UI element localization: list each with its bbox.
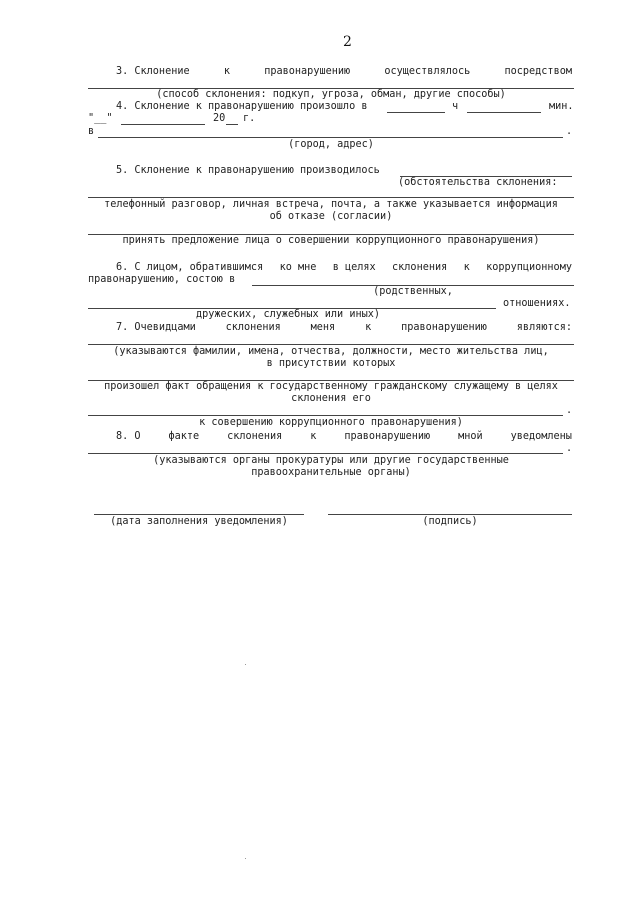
page-number: 2 xyxy=(343,34,352,50)
hour-suffix: ч xyxy=(452,101,459,112)
item-5-note-2b: об отказе (согласии) xyxy=(269,211,393,222)
item-5-blank-2[interactable] xyxy=(88,197,574,198)
witnesses-blank-3[interactable] xyxy=(88,415,563,416)
item-5-note-1: (обстоятельства склонения: xyxy=(398,177,558,188)
item-6-word: в целях xyxy=(332,262,376,273)
item-7-word: склонения xyxy=(225,322,281,333)
item-8-word: к xyxy=(310,431,317,442)
item-7-word: 7. Очевидцами xyxy=(116,322,196,333)
item-8-note-2: правоохранительные органы) xyxy=(251,467,411,478)
item-8-line xyxy=(116,431,572,443)
item-5-note-3: принять предложение лица о совершении коррупционного правонарушения) xyxy=(122,235,540,246)
item-7-word: правонарушению xyxy=(401,322,487,333)
item-5-note-2a: телефонный разговор, личная встреча, почта, а также указывается информация xyxy=(104,199,558,210)
item-3-word: правонарушению xyxy=(264,66,351,77)
item-3-word: посредством xyxy=(504,66,572,77)
in-prefix: в xyxy=(88,126,95,137)
item-7-word: меня xyxy=(310,322,336,333)
address-note: (город, адрес) xyxy=(288,139,374,150)
hour-blank[interactable] xyxy=(387,112,445,113)
item-6-tail: отношениях. xyxy=(503,298,571,309)
item-6-note-1: (родственных, xyxy=(373,286,453,297)
item-6-line-2: правонарушению, состою в xyxy=(88,274,236,285)
item-3-word: осуществлялось xyxy=(384,66,471,77)
item-8-word: склонения xyxy=(227,431,283,442)
scan-speck xyxy=(245,664,246,665)
item-8-word: мной xyxy=(458,431,483,442)
witnesses-blank[interactable] xyxy=(88,344,574,345)
item-8-period: . xyxy=(566,443,573,454)
item-5-text: 5. Склонение к правонарушению производилось xyxy=(116,165,380,176)
item-7-note-1b: в присутствии которых xyxy=(266,358,396,369)
year-prefix: 20 xyxy=(213,113,226,124)
address-period: . xyxy=(566,126,573,137)
item-7-period: . xyxy=(566,405,573,416)
item-6-word: коррупционному xyxy=(486,262,572,273)
item-6-note-2: дружеских, служебных или иных) xyxy=(195,309,380,320)
item-7-note-2b: склонения его xyxy=(291,393,371,404)
minute-suffix: мин. xyxy=(549,101,574,112)
item-6-word: 6. С лицом, обратившимся xyxy=(116,262,264,273)
item-3-word: 3. Склонение xyxy=(116,66,190,77)
item-3-note: (способ склонения: подкуп, угроза, обман, другие способы) xyxy=(156,89,506,100)
item-7-note-2a: произошел факт обращения к государственному гражданскому служащему в целях xyxy=(104,381,558,392)
item-7-line xyxy=(116,322,572,334)
minute-blank[interactable] xyxy=(467,112,541,113)
item-6-line xyxy=(116,262,572,274)
item-8-note-1: (указываются органы прокуратуры или другие государственные xyxy=(153,455,509,466)
signature-label: (подпись) xyxy=(422,516,478,527)
signature-blank[interactable] xyxy=(328,514,572,515)
item-3-line xyxy=(116,66,572,78)
item-7-word: являются: xyxy=(516,322,572,333)
item-8-word: уведомлены xyxy=(510,431,572,442)
item-8-word: 8. О xyxy=(116,431,141,442)
item-6-word: ко мне xyxy=(279,262,317,273)
item-8-word: правонарушению xyxy=(344,431,431,442)
day-blank[interactable]: "__" xyxy=(88,113,113,124)
item-7-word: к xyxy=(365,322,372,333)
date-label: (дата заполнения уведомления) xyxy=(110,516,288,527)
item-4-text: 4. Склонение к правонарушению произошло в xyxy=(116,101,368,112)
address-blank[interactable] xyxy=(98,137,563,138)
item-6-word: к xyxy=(463,262,470,273)
authorities-blank[interactable] xyxy=(88,453,563,454)
item-8-word: факте xyxy=(168,431,200,442)
month-blank[interactable] xyxy=(121,124,205,125)
date-blank[interactable] xyxy=(94,514,304,515)
year-blank[interactable] xyxy=(226,124,238,125)
scan-speck xyxy=(245,858,246,859)
year-suffix: г. xyxy=(243,113,256,124)
item-7-note-3: к совершению коррупционного правонарушения) xyxy=(199,417,463,428)
item-7-note-1a: (указываются фамилии, имена, отчества, должности, место жительства лиц, xyxy=(113,346,549,357)
item-6-word: склонения xyxy=(392,262,448,273)
item-3-word: к xyxy=(223,66,230,77)
